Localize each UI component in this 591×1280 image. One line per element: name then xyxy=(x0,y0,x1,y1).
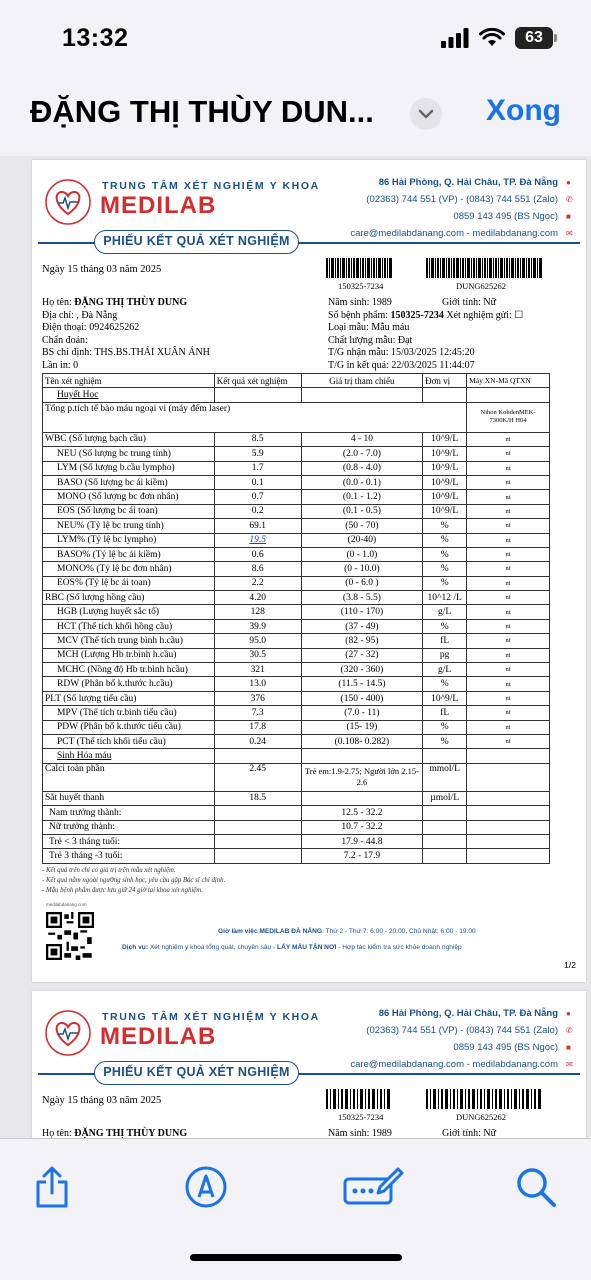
test-result: 8.5 xyxy=(214,432,301,446)
test-result: 4.20 xyxy=(214,591,301,605)
test-unit: pg xyxy=(423,648,467,662)
zalo-icon: ■ xyxy=(566,1043,571,1052)
test-unit: 10^12 /L xyxy=(423,591,467,605)
calci-result: 2.45 xyxy=(214,763,301,791)
test-device-code: nt xyxy=(467,605,550,619)
test-result: 321 xyxy=(214,663,301,677)
test-reference: (50 - 70) xyxy=(301,519,423,533)
test-unit: % xyxy=(423,576,467,590)
test-reference: (0.1 - 0.5) xyxy=(301,504,423,518)
document-page-2 xyxy=(32,991,586,1138)
test-unit: fL xyxy=(423,634,467,648)
report-title-banner: PHIẾU KẾT QUẢ XÉT NGHIỆM xyxy=(94,1061,299,1085)
test-device-code: nt xyxy=(467,619,550,633)
test-result: 0.24 xyxy=(214,734,301,748)
sample-number-label: Số bệnh phẩm: xyxy=(328,309,388,321)
contact-block xyxy=(350,1005,558,1073)
test-device-code: nt xyxy=(467,663,550,677)
test-result: 8.6 xyxy=(214,562,301,576)
iron-ref-device xyxy=(467,820,550,834)
patient-name: ĐẶNG THỊ THÙY DUNG xyxy=(74,297,188,308)
test-unit: % xyxy=(423,519,467,533)
mail-icon: ✉ xyxy=(566,1060,573,1069)
test-device-code: nt xyxy=(467,519,550,533)
markup-button[interactable] xyxy=(184,1165,228,1209)
test-name: PLT (Số lượng tiểu cầu) xyxy=(43,691,215,705)
iron-result: 18.5 xyxy=(214,791,301,805)
test-reference: (0.1 - 1.2) xyxy=(301,490,423,504)
test-reference: (0 - 1.0) xyxy=(301,547,423,561)
table-row xyxy=(43,432,550,446)
device-name: Nihon KohdenMEK-7300K/H H04 xyxy=(467,402,550,432)
location-icon: ● xyxy=(566,1009,571,1018)
test-name: BASO% (Tỷ lệ bc ái kiềm) xyxy=(43,547,215,561)
test-name: MPV (Thể tích tr.bình tiểu cầu) xyxy=(43,706,215,720)
test-device-code: nt xyxy=(467,677,550,691)
test-reference: (37 - 49) xyxy=(301,619,423,633)
iron-ref-unit xyxy=(423,849,467,863)
header-test-name: Tên xét nghiệm xyxy=(43,374,215,388)
search-button[interactable] xyxy=(514,1165,558,1209)
table-header-row xyxy=(43,374,550,388)
cellular-signal-icon xyxy=(441,28,469,48)
phone-line: (02363) 744 551 (VP) - (0843) 744 551 (Zalo) xyxy=(366,1025,558,1036)
test-name: NEU (Số lượng bc trung tính) xyxy=(43,447,215,461)
table-row xyxy=(43,791,550,805)
contact-icons xyxy=(566,1009,576,1077)
ordering-doctor: BS chỉ định: THS.BS.THÁI XUÂN ÁNH xyxy=(42,347,210,358)
test-device-code: nt xyxy=(467,648,550,662)
test-device-code: nt xyxy=(467,547,550,561)
qr-code-icon xyxy=(46,912,94,960)
patient-address: Địa chỉ: , Đà Nẵng xyxy=(42,309,118,321)
sample-quality: Chất lượng mẫu: Đạt xyxy=(328,334,413,346)
phone-icon: ✆ xyxy=(566,195,573,204)
status-icons xyxy=(441,27,553,49)
center-name: TRUNG TÂM XÉT NGHIỆM Y KHOA xyxy=(102,180,320,192)
barcode-patient xyxy=(426,1089,542,1109)
barcode-patient-text: DUNG625262 xyxy=(456,1112,507,1122)
test-result: 376 xyxy=(214,691,301,705)
nav-bar xyxy=(0,78,591,156)
location-icon: ● xyxy=(566,178,571,187)
services-label: Dịch vụ: xyxy=(122,944,149,951)
services-line xyxy=(122,944,462,951)
table-row xyxy=(43,849,550,863)
test-device-code: nt xyxy=(467,720,550,734)
section-biochemistry: Sinh Hóa máu xyxy=(43,749,215,763)
test-unit: % xyxy=(423,619,467,633)
test-name: RDW (Phân bố k.thước h.cầu) xyxy=(43,677,215,691)
test-reference: (0.0 - 0.1) xyxy=(301,475,423,489)
test-unit: 10^9/L xyxy=(423,432,467,446)
test-name: MCH (Lượng Hb tr.bình h.cầu) xyxy=(43,648,215,662)
table-row xyxy=(43,562,550,576)
iron-ref-unit xyxy=(423,806,467,820)
test-result: 0.1 xyxy=(214,475,301,489)
test-reference: (15- 19) xyxy=(301,720,423,734)
gender: Giới tính: Nữ xyxy=(442,297,497,308)
page-number: 1/2 xyxy=(564,960,576,970)
sample-number: 150325-7234 xyxy=(390,309,444,321)
hours-text: : Thứ 2 - Thứ 7: 6:00 - 20:00, Chủ Nhật: 6:00 - 19:00 xyxy=(321,928,476,935)
services-end: - Hợp tác kiểm tra sức khỏe doanh nghiệp xyxy=(336,944,462,951)
table-row xyxy=(43,547,550,561)
barcode-sample-text: 150325-7234 xyxy=(338,1112,384,1122)
chevron-down-icon xyxy=(418,109,434,119)
barcode-sample xyxy=(326,1089,392,1109)
iron-ref-label: Trẻ 3 tháng -3 tuổi: xyxy=(43,849,215,863)
table-row xyxy=(43,461,550,475)
iron-ref-value: 12.5 - 32.2 xyxy=(301,806,423,820)
test-reference: (0 - 6.0 ) xyxy=(301,576,423,590)
sample-number-line xyxy=(328,310,523,323)
test-device-code: nt xyxy=(467,576,550,590)
test-reference: (0.8 - 4.0) xyxy=(301,461,423,475)
table-row xyxy=(43,648,550,662)
note-line: - Mẫu bệnh phẩm được lưu giữ 24 giờ tại khoa xét nghiệm. xyxy=(42,887,203,894)
iron-ref-label: Nữ trưởng thành: xyxy=(43,820,215,834)
test-name: NEU% (Tỷ lệ bc trung tính) xyxy=(43,519,215,533)
test-reference: (150 - 400) xyxy=(301,691,423,705)
birth-year: Năm sinh: 1989 xyxy=(328,1128,392,1138)
test-unit: 10^9/L xyxy=(423,504,467,518)
medilab-logo-icon xyxy=(44,1009,92,1057)
table-row xyxy=(43,734,550,748)
table-row xyxy=(43,634,550,648)
test-unit: g/L xyxy=(423,663,467,677)
qr-url: medilabdanang.com xyxy=(46,902,87,907)
test-name: HCT (Thể tích khối hồng cầu) xyxy=(43,619,215,633)
report-date: Ngày 15 tháng 03 năm 2025 xyxy=(42,1095,162,1106)
table-row xyxy=(43,763,550,791)
results-table xyxy=(42,373,550,864)
test-unit: % xyxy=(423,562,467,576)
table-row xyxy=(43,519,550,533)
document-page-1 xyxy=(32,160,586,982)
header-reference: Giá trị tham chiếu xyxy=(301,374,423,388)
test-reference: (3.8 - 5.5) xyxy=(301,591,423,605)
iron-ref-device xyxy=(467,806,550,820)
barcode-sample-text: 150325-7234 xyxy=(338,281,384,291)
test-result: 13.0 xyxy=(214,677,301,691)
section-hematology: Huyết Học xyxy=(43,388,215,402)
patient-phone: Điện thoại: 0924625262 xyxy=(42,322,140,333)
iron-ref-empty xyxy=(214,834,301,848)
report-notes xyxy=(42,866,225,896)
test-unit: 10^9/L xyxy=(423,447,467,461)
test-unit: 10^9/L xyxy=(423,475,467,489)
markup-icon xyxy=(184,1165,228,1209)
test-name: WBC (Số lượng bạch cầu) xyxy=(43,432,215,446)
patient-name: ĐẶNG THỊ THÙY DUNG xyxy=(74,1128,188,1138)
test-device-code: nt xyxy=(467,734,550,748)
report-date: Ngày 15 tháng 03 năm 2025 xyxy=(42,264,162,275)
calci-reference: Trẻ em:1.9-2.75; Người lớn 2.15-2.6 xyxy=(301,763,423,791)
working-hours xyxy=(218,928,476,935)
barcode-patient-text: DUNG625262 xyxy=(456,281,507,291)
table-row xyxy=(43,820,550,834)
group-row xyxy=(43,402,550,432)
note-line: - Kết quả nằm ngoài ngưỡng sinh học, yêu cầu gặp Bác sĩ chỉ định. xyxy=(42,877,226,884)
contact-icons xyxy=(566,178,576,246)
done-button[interactable]: Xong xyxy=(486,94,561,127)
test-reference: (11.5 - 14.5) xyxy=(301,677,423,691)
test-name: MONO% (Tỷ lệ bc đơn nhân) xyxy=(43,562,215,576)
test-result: 69.1 xyxy=(214,519,301,533)
print-count: Lần in: 0 xyxy=(42,359,79,371)
services-highlight: LẤY MẪU TẬN NƠI xyxy=(277,944,337,951)
table-row xyxy=(43,533,550,547)
table-row xyxy=(43,806,550,820)
test-unit: 10^9/L xyxy=(423,691,467,705)
title-menu-button[interactable] xyxy=(410,98,442,130)
table-row xyxy=(43,475,550,489)
document-viewer[interactable] xyxy=(0,156,591,1138)
phone-line: (02363) 744 551 (VP) - (0843) 744 551 (Zalo) xyxy=(366,194,558,205)
test-result: 39.9 xyxy=(214,619,301,633)
test-name: LYM% (Tỷ lệ bc lympho) xyxy=(43,533,215,547)
header-unit: Đơn vị xyxy=(423,374,467,388)
test-result: 2.2 xyxy=(214,576,301,590)
test-device-code: nt xyxy=(467,706,550,720)
iron-ref-device xyxy=(467,834,550,848)
test-device-code: nt xyxy=(467,504,550,518)
iron-name: Sắt huyết thanh xyxy=(43,791,215,805)
test-device-code: nt xyxy=(467,634,550,648)
test-result: 7.3 xyxy=(214,706,301,720)
test-name: HGB (Lượng huyết sắc tố) xyxy=(43,605,215,619)
table-row xyxy=(43,691,550,705)
section-row xyxy=(43,749,550,763)
home-indicator xyxy=(190,1254,402,1261)
iron-ref-value: 10.7 - 32.2 xyxy=(301,820,423,834)
iron-unit: µmol/L xyxy=(423,791,467,805)
form-fill-icon xyxy=(342,1165,404,1209)
table-row xyxy=(43,720,550,734)
test-reference: (82 - 95) xyxy=(301,634,423,648)
table-row xyxy=(43,677,550,691)
test-unit: % xyxy=(423,677,467,691)
iron-ref-empty xyxy=(214,820,301,834)
test-device-code: nt xyxy=(467,533,550,547)
email-line: care@medilabdanang.com - medilabdanang.com xyxy=(350,1059,558,1070)
iron-ref-device xyxy=(467,849,550,863)
note-line: - Kết quả trên chỉ có giá trị trên mẫu xét nghiệm. xyxy=(42,867,176,874)
form-fill-button[interactable] xyxy=(342,1165,404,1209)
services-text: Xét nghiệm y khoa tổng quát, chuyên sâu - xyxy=(148,944,278,951)
test-result: 5.9 xyxy=(214,447,301,461)
email-line: care@medilabdanang.com - medilabdanang.com xyxy=(350,228,558,239)
gender: Giới tính: Nữ xyxy=(442,1128,497,1138)
table-row xyxy=(43,706,550,720)
test-result: 128 xyxy=(214,605,301,619)
patient-name-line xyxy=(42,297,187,310)
test-unit: g/L xyxy=(423,605,467,619)
center-name: TRUNG TÂM XÉT NGHIỆM Y KHOA xyxy=(102,1011,320,1023)
table-row xyxy=(43,490,550,504)
test-result: 19.5 xyxy=(214,533,301,547)
section-row xyxy=(43,388,550,402)
iron-ref-value: 17.9 - 44.8 xyxy=(301,834,423,848)
iron-ref-unit xyxy=(423,820,467,834)
test-reference: 4 - 10 xyxy=(301,432,423,446)
test-reference: (7.0 - 11) xyxy=(301,706,423,720)
test-device-code: nt xyxy=(467,691,550,705)
test-reference: (2.0 - 7.0) xyxy=(301,447,423,461)
test-device-code: nt xyxy=(467,591,550,605)
printed-time: T/G in kết quả: 22/03/2025 11:44:07 xyxy=(328,359,475,371)
barcode-patient xyxy=(426,258,542,278)
table-row xyxy=(43,591,550,605)
test-result: 30.5 xyxy=(214,648,301,662)
calci-name: Calci toàn phần xyxy=(43,763,215,791)
phone-icon: ✆ xyxy=(566,1026,573,1035)
test-name: MCHC (Nồng độ Hb tr.bình hcầu) xyxy=(43,663,215,677)
birth-year: Năm sinh: 1989 xyxy=(328,297,392,308)
battery-indicator: 63 xyxy=(515,27,553,49)
iron-ref-label: Nam trưởng thành: xyxy=(43,806,215,820)
test-name: PDW (Phân bố k.thước tiểu cầu) xyxy=(43,720,215,734)
test-device-code: nt xyxy=(467,490,550,504)
received-time: T/G nhận mẫu: 15/03/2025 12:45:20 xyxy=(328,347,475,358)
share-icon xyxy=(32,1165,72,1209)
test-unit: % xyxy=(423,533,467,547)
mail-icon: ✉ xyxy=(566,229,573,238)
brand-name: MEDILAB xyxy=(100,192,217,219)
iron-ref-empty xyxy=(214,806,301,820)
test-name: MCV (Thể tích trung bình h.cầu) xyxy=(43,634,215,648)
test-reference: (0 - 10.0) xyxy=(301,562,423,576)
test-reference: (0.108- 0.282) xyxy=(301,734,423,748)
test-result: 0.6 xyxy=(214,547,301,561)
test-device-code: nt xyxy=(467,432,550,446)
share-button[interactable] xyxy=(30,1165,74,1209)
sent-test: Xét nghiệm gửi: ☐ xyxy=(446,309,524,321)
status-time: 13:32 xyxy=(62,24,129,52)
test-unit: % xyxy=(423,734,467,748)
test-device-code: nt xyxy=(467,461,550,475)
header-result: Kết quả xét nghiệm xyxy=(214,374,301,388)
address: 86 Hải Phòng, Q. Hải Châu, TP. Đà Nẵng xyxy=(378,1008,558,1019)
test-result: 0.2 xyxy=(214,504,301,518)
hours-label: Giờ làm việc MEDILAB ĐÀ NẴNG xyxy=(218,928,322,935)
table-row xyxy=(43,663,550,677)
search-icon xyxy=(514,1165,558,1209)
patient-name-label: Họ tên: xyxy=(42,297,72,308)
barcode-sample xyxy=(326,258,392,278)
test-unit: % xyxy=(423,720,467,734)
doctor-phone: 0859 143 495 (BS Ngọc) xyxy=(453,1042,558,1053)
test-reference: (27 - 32) xyxy=(301,648,423,662)
calci-unit: mmol/L xyxy=(423,763,467,791)
table-row xyxy=(43,834,550,848)
test-result: 1.7 xyxy=(214,461,301,475)
group-cbc: Tổng p.tích tế bào máu ngoại vi (máy đếm laser) xyxy=(43,402,467,432)
test-unit: fL xyxy=(423,706,467,720)
test-name: LYM (Số lượng b.cầu lympho) xyxy=(43,461,215,475)
address: 86 Hải Phòng, Q. Hải Châu, TP. Đà Nẵng xyxy=(378,177,558,188)
table-row xyxy=(43,447,550,461)
iron-ref-value: 7.2 - 17.9 xyxy=(301,849,423,863)
table-row xyxy=(43,605,550,619)
test-device-code: nt xyxy=(467,447,550,461)
table-row xyxy=(43,504,550,518)
brand-name: MEDILAB xyxy=(100,1023,217,1050)
test-reference: (110 - 170) xyxy=(301,605,423,619)
test-unit: % xyxy=(423,547,467,561)
test-reference: (320 - 360) xyxy=(301,663,423,677)
document-title[interactable]: ĐẶNG THỊ THÙY DUN... xyxy=(30,94,374,129)
wifi-icon xyxy=(479,28,505,48)
test-name: EOS% (Tỷ lệ bc ái toan) xyxy=(43,576,215,590)
iron-ref-label: Trẻ < 3 tháng tuổi: xyxy=(43,834,215,848)
report-title-banner: PHIẾU KẾT QUẢ XÉT NGHIỆM xyxy=(94,230,299,254)
test-device-code: nt xyxy=(467,475,550,489)
test-unit: 10^9/L xyxy=(423,461,467,475)
patient-name-line xyxy=(42,1128,187,1138)
test-name: BASO (Số lượng bc ái kiềm) xyxy=(43,475,215,489)
sample-type: Loại mẫu: Mẫu máu xyxy=(328,322,410,333)
test-name: RBC (Số lượng hồng cầu) xyxy=(43,591,215,605)
test-unit: 10^9/L xyxy=(423,490,467,504)
zalo-icon: ■ xyxy=(566,212,571,221)
iron-ref-unit xyxy=(423,834,467,848)
patient-name-label: Họ tên: xyxy=(42,1128,72,1138)
status-bar xyxy=(0,0,591,78)
table-row xyxy=(43,619,550,633)
test-name: EOS (Số lượng bc ái toan) xyxy=(43,504,215,518)
test-device-code: nt xyxy=(467,562,550,576)
test-name: PCT (Thể tích khối tiểu cầu) xyxy=(43,734,215,748)
medilab-logo-icon xyxy=(44,178,92,226)
test-reference: (20-40) xyxy=(301,533,423,547)
doctor-phone: 0859 143 495 (BS Ngọc) xyxy=(453,211,558,222)
test-result: 0.7 xyxy=(214,490,301,504)
table-row xyxy=(43,576,550,590)
contact-block xyxy=(350,174,558,242)
diagnosis: Chẩn đoán: xyxy=(42,334,88,346)
test-name: MONO (Số lượng bc đơn nhân) xyxy=(43,490,215,504)
header-device: Máy XN-Mã QTXN xyxy=(467,374,550,388)
test-result: 95.0 xyxy=(214,634,301,648)
test-result: 17.8 xyxy=(214,720,301,734)
iron-ref-empty xyxy=(214,849,301,863)
